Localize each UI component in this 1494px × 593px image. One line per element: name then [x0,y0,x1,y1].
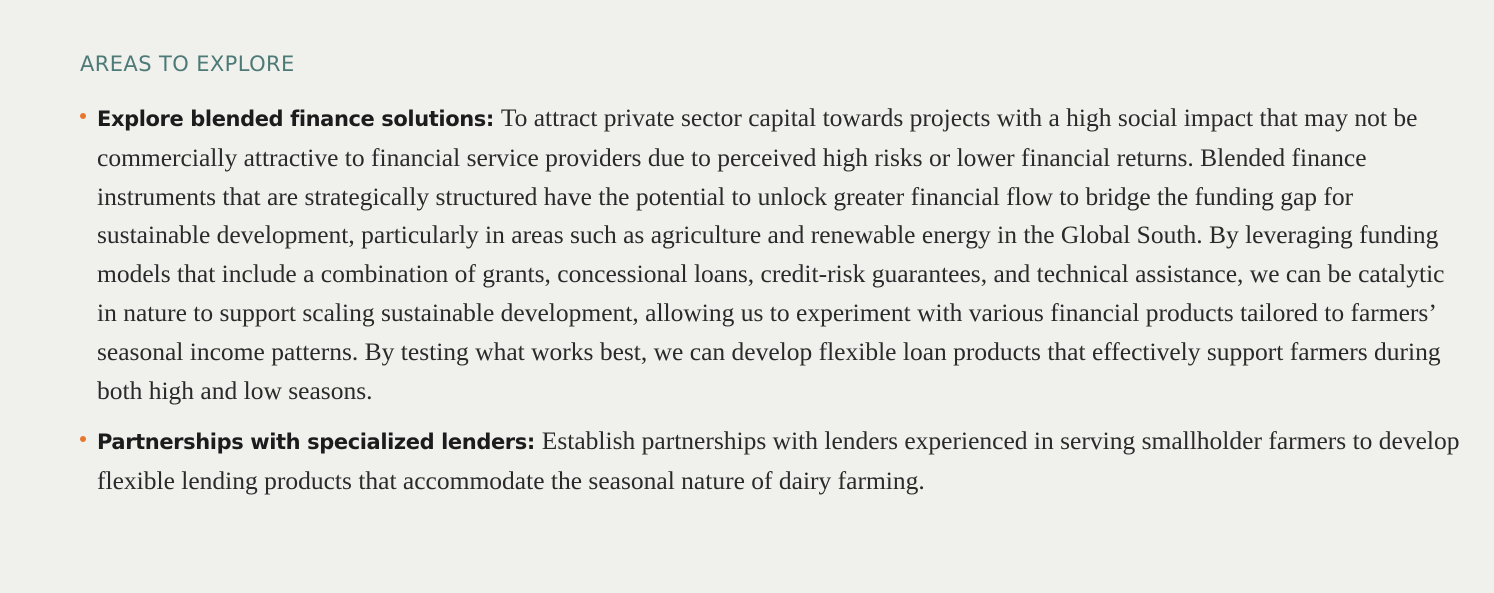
bullet-dot-icon [80,436,86,442]
bullet-item-blended-finance [80,99,1460,410]
bullet-body: To attract private sector capital towards projects with a high social impact that may not be commercially attractive to financial service providers due to perceived high risks or lower financial returns. Blended finance instruments that are strategically structured have the potential to unlock greater financial flow to bridge the funding gap for sustainable development, particularly in areas such as agriculture and renewable energy in the Global South. By leveraging funding models that include a combination of grants, concessional loans, credit-risk guarantees, and technical assistance, we can be catalytic in nature to support scaling sustainable development, allowing us to experiment with various financial products tailored to farmers’ seasonal income patterns. By testing what works best, we can develop flexible loan products that effectively support farmers during both high and low seasons. [97,103,1445,405]
bullet-lead: Partnerships with specialized lenders: [97,430,542,455]
bullet-list [80,99,1460,513]
bullet-lead: Explore blended finance solutions: [97,107,501,131]
bullet-item-partnerships [80,422,1460,501]
bullet-body: Establish partnerships with lenders experienced in serving smallholder farmers to develop flexible lending products that accommodate the seasonal nature of dairy farming. [97,426,1460,496]
section-heading: AREAS TO EXPLORE [80,52,295,76]
bullet-dot-icon [80,113,86,119]
